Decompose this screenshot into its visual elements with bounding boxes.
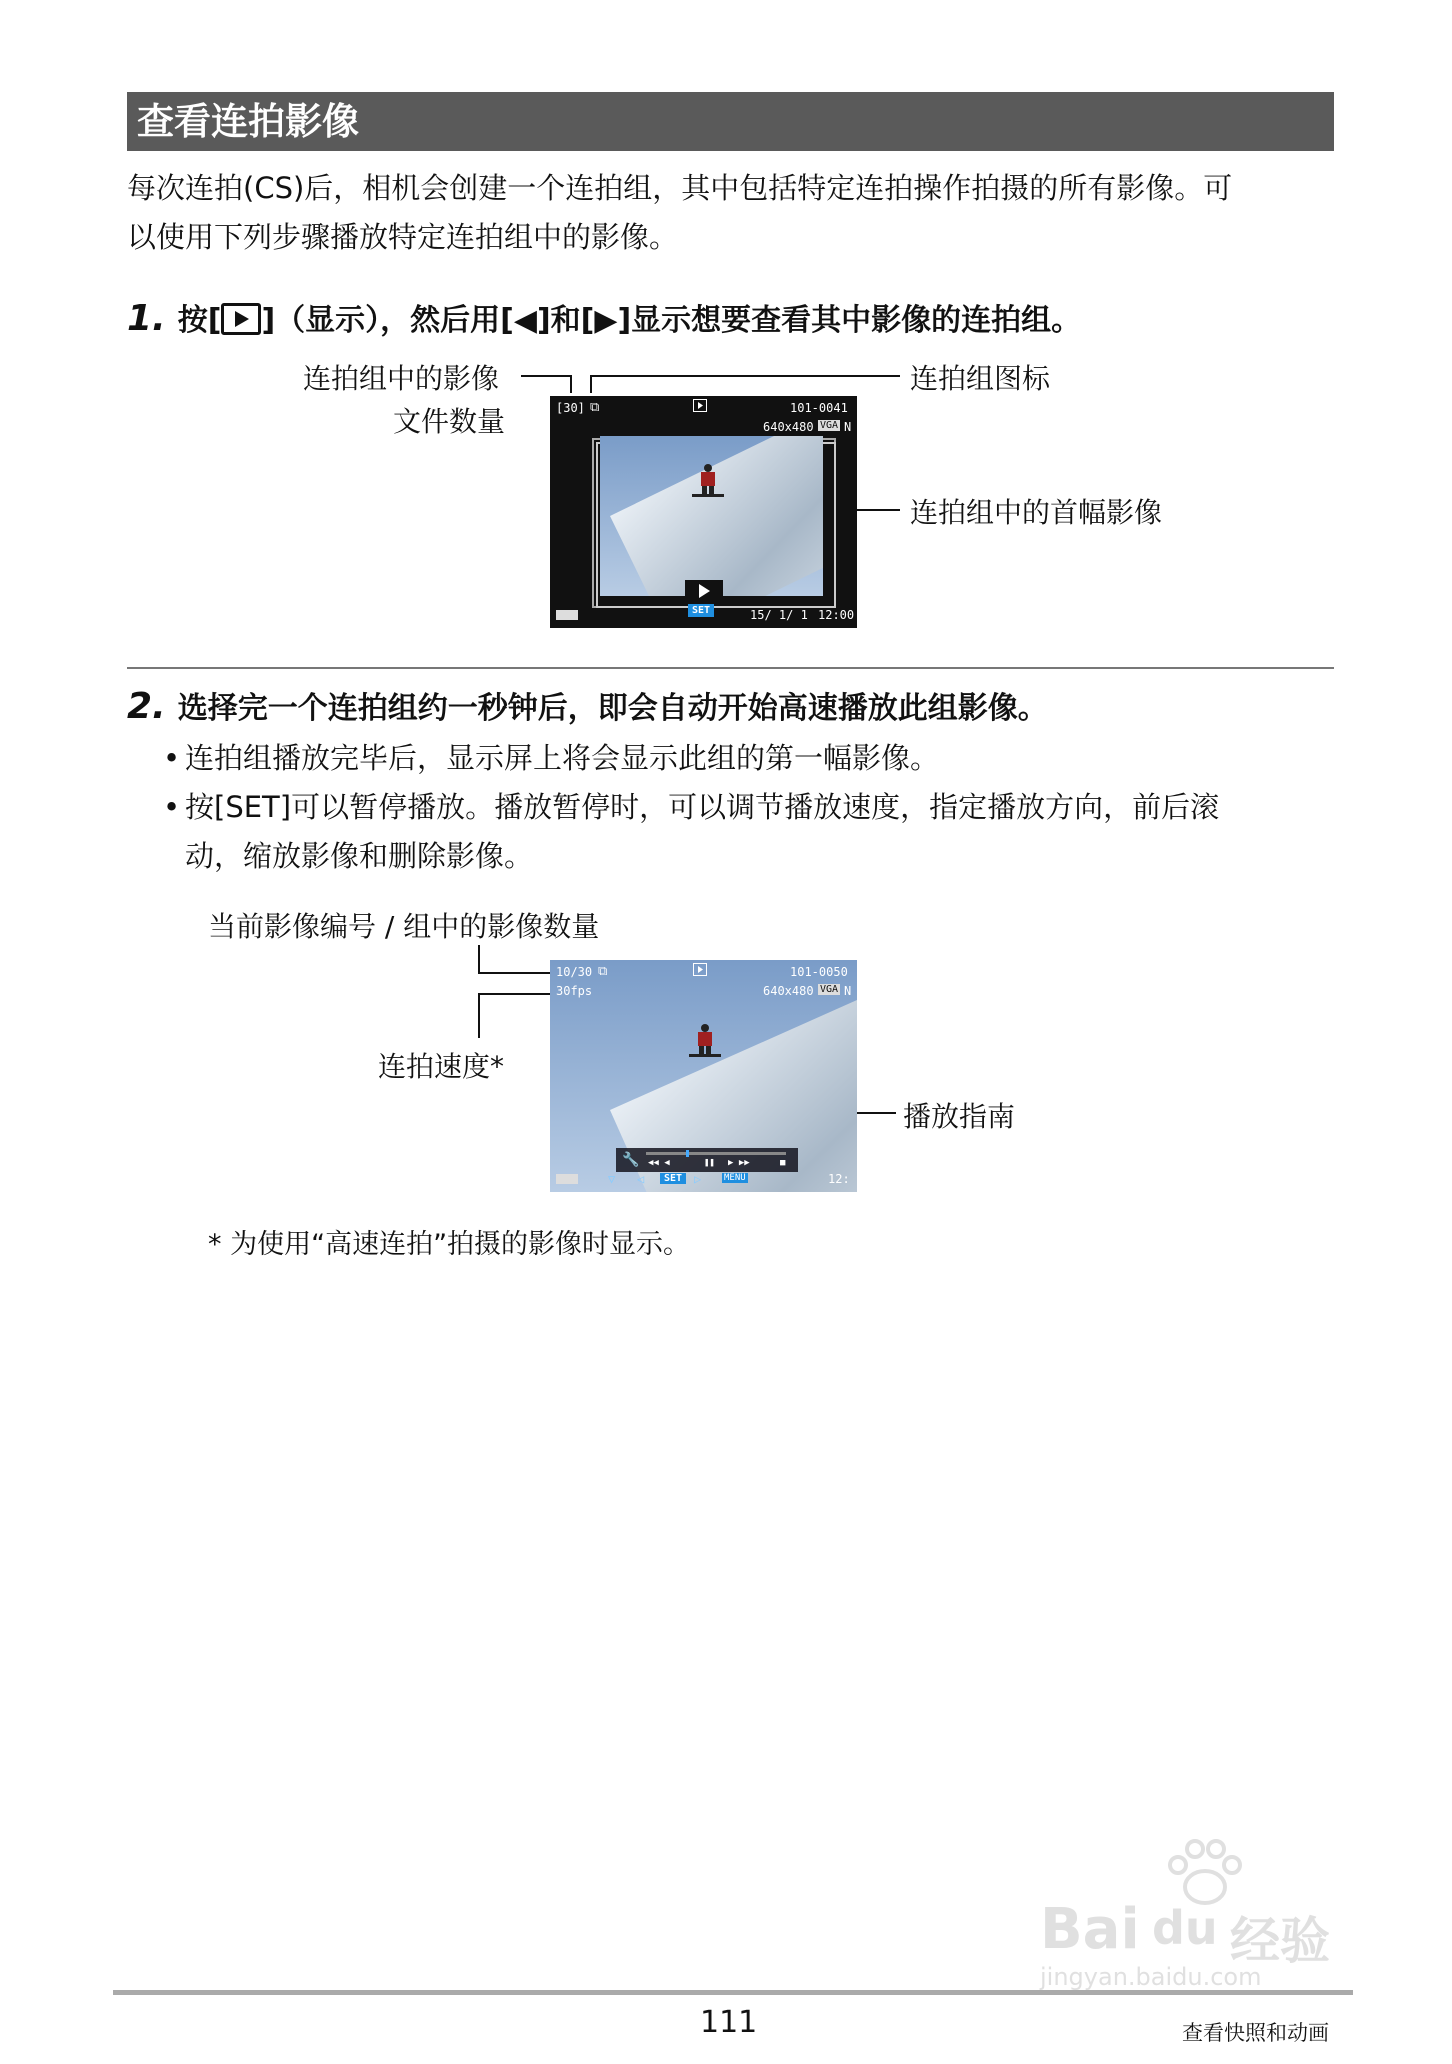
fig2-osd-fps: 30fps xyxy=(556,984,593,998)
intro-line-1: 每次连拍(CS)后，相机会创建一个连拍组，其中包括特定连拍操作拍摄的所有影像。可 xyxy=(127,171,1233,205)
fig2-camera-screen xyxy=(550,960,857,1192)
battery-icon xyxy=(556,610,578,620)
fig1-leader-count xyxy=(521,375,571,377)
right-arrow-icon: ▷ xyxy=(694,1172,702,1186)
fig1-leader-count-v xyxy=(570,375,572,393)
fig2-leader-speed-h xyxy=(478,993,558,995)
fig2-label-current: 当前影像编号 / 组中的影像数量 xyxy=(208,910,600,943)
step-1 xyxy=(127,295,1081,339)
fig1-osd-count: [30] xyxy=(556,401,585,415)
fig1-camera-screen xyxy=(550,396,857,628)
play-button-icon xyxy=(221,303,261,335)
rewind-icon[interactable]: ◀◀ ◀ xyxy=(648,1158,670,1168)
fig1-osd-file: 101-0041 xyxy=(790,401,848,415)
down-arrow-icon: ▽ xyxy=(608,1172,616,1186)
battery-icon-2 xyxy=(556,1174,578,1184)
section-divider xyxy=(127,667,1334,669)
bullet-2: • 按[SET]可以暂停播放。播放暂停时，可以调节播放速度，指定播放方向，前后滚 xyxy=(163,790,1220,824)
fig1-label-count-2: 文件数量 xyxy=(393,405,506,438)
fig2-leader-current-h xyxy=(478,972,558,974)
fig1-osd-size: 640x480 xyxy=(763,420,814,434)
fig2-leader-current-v xyxy=(478,945,480,973)
fig2-leader-speed-v xyxy=(478,993,480,1038)
chapter-title: 查看快照和动画 xyxy=(1182,2021,1329,2045)
wrench-icon: 🔧 xyxy=(622,1152,640,1168)
baidu-watermark xyxy=(1040,1835,1350,1991)
fast-forward-icon[interactable]: ▶ ▶▶ xyxy=(728,1158,750,1168)
bullet-2-cont: 动，缩放影像和删除影像。 xyxy=(185,839,534,873)
fig1-osd-time: 12:00 xyxy=(818,608,855,622)
fig2-osd-vga: VGA xyxy=(820,984,839,995)
snowboarder-figure xyxy=(688,462,728,502)
fig2-osd-time: 12: xyxy=(828,1172,850,1186)
snowboarder-figure-2 xyxy=(685,1022,725,1062)
bullet-1: • 连拍组播放完毕后，显示屏上将会显示此组的第一幅影像。 xyxy=(163,741,940,775)
watermark-bai: Bai xyxy=(1040,1897,1140,1962)
fig1-label-count-1: 连拍组中的影像 xyxy=(303,362,500,395)
progress-marker xyxy=(686,1150,689,1157)
fig2-osd-set: SET xyxy=(660,1173,686,1184)
step-1-text-b: ]（显示），然后用[◀]和[▶]显示想要查看其中影像的连拍组。 xyxy=(261,303,1082,338)
watermark-jingyan: 经验 xyxy=(1230,1912,1330,1970)
fig1-play-overlay xyxy=(685,580,723,602)
fig2-osd-file: 101-0050 xyxy=(790,965,848,979)
fig2-osd-size: 640x480 xyxy=(763,984,814,998)
section-title: 查看连拍影像 xyxy=(127,92,1334,151)
page-number: 111 xyxy=(700,2005,758,2040)
burst-group-icon-2: ⧉ xyxy=(598,964,608,979)
fig1-label-first: 连拍组中的首幅影像 xyxy=(910,496,1163,529)
burst-group-icon: ⧉ xyxy=(590,400,600,415)
step-2 xyxy=(127,683,1048,727)
watermark-du: du xyxy=(1152,1901,1218,1955)
left-arrow-icon: ◁ xyxy=(637,1172,645,1186)
pause-icon[interactable]: ❚❚ xyxy=(704,1158,715,1168)
bullet-2-text: 按[SET]可以暂停播放。播放暂停时，可以调节播放速度，指定播放方向，前后滚 xyxy=(185,790,1220,824)
footnote: * 为使用“高速连拍”拍摄的影像时显示。 xyxy=(208,1229,691,1260)
playback-guide[interactable] xyxy=(616,1148,798,1172)
intro-line-2: 以使用下列步骤播放特定连拍组中的影像。 xyxy=(127,220,679,254)
fig1-leader-icon xyxy=(590,375,900,377)
fig1-label-icon: 连拍组图标 xyxy=(910,362,1051,395)
progress-track xyxy=(646,1152,786,1155)
playback-mode-icon-2 xyxy=(693,963,707,979)
step-1-number: 1. xyxy=(127,298,166,339)
fig2-label-speed: 连拍速度* xyxy=(378,1050,505,1083)
stop-icon[interactable]: ■ xyxy=(780,1158,786,1168)
watermark-url: jingyan.baidu.com xyxy=(1040,1963,1262,1991)
fig1-osd-vga: VGA xyxy=(820,420,839,431)
fig1-leader-icon-v xyxy=(590,375,592,393)
fig1-osd-set: SET xyxy=(688,604,714,617)
fig2-osd-counter: 10/30 xyxy=(556,965,593,979)
fig2-label-guide: 播放指南 xyxy=(903,1100,1016,1133)
playback-mode-icon xyxy=(693,399,707,415)
step-1-text-a: 按[ xyxy=(177,303,222,338)
fig1-osd-n: N xyxy=(844,420,852,434)
step-2-number: 2. xyxy=(127,686,166,727)
fig1-osd-date: 15/ 1/ 1 xyxy=(750,608,808,622)
fig2-osd-menu: MENU xyxy=(724,1173,746,1183)
fig1-first-image xyxy=(600,436,823,596)
fig2-osd-n: N xyxy=(844,984,852,998)
bullet-1-text: 连拍组播放完毕后，显示屏上将会显示此组的第一幅影像。 xyxy=(185,741,940,775)
step-2-text: 选择完一个连拍组约一秒钟后，即会自动开始高速播放此组影像。 xyxy=(177,691,1048,726)
